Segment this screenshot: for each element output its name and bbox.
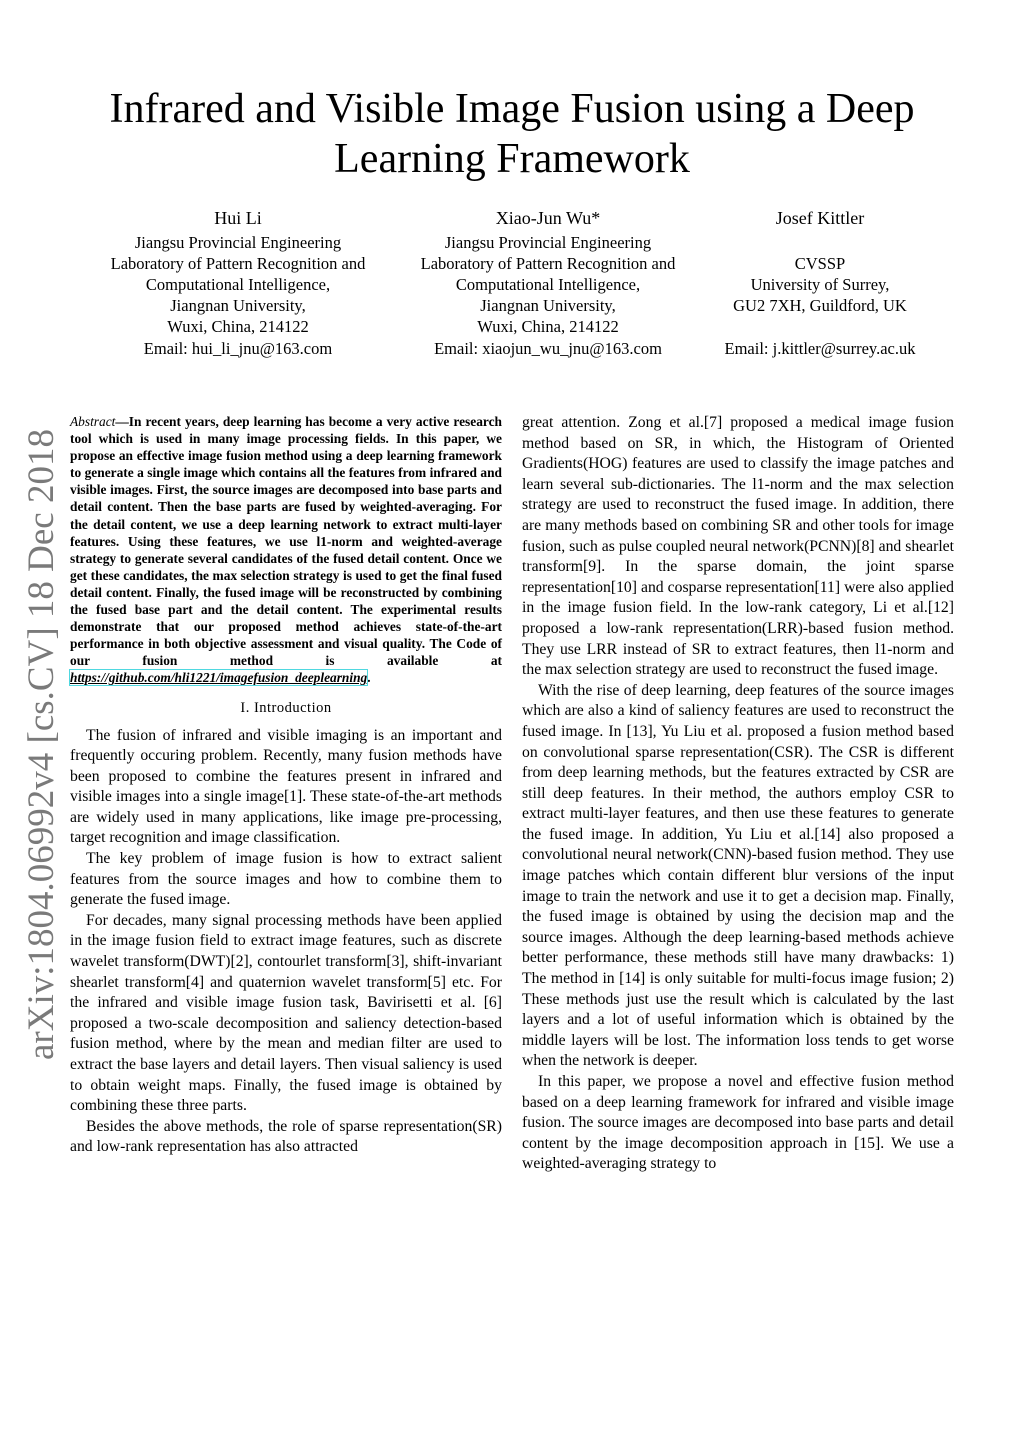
body-paragraph: great attention. Zong et al.[7] proposed a medical image fusion method based on SR, in which, the Histogram of Oriented Gradients(HOG) features are used to classify the image patches and learn several sub-dictionaries. The l1-norm and the max selection strategy are used to reconstruct the fused image. In addition, there are many methods based on combining SR and other tools for image fusion, such as pulse coupled neural network(PCNN)[8] and shearlet transform[9]. In the sparse domain, the joint sparse representation[10] and cosparse representation[11] were also applied in the image fusion field. In the low-rank category, Li et al.[12] proposed a low-rank representation(LRR)-based fusion method. They use LRR instead of SR to extract features, then l1-norm and the max selection strategy are used to reconstruct the fused image. — [522, 414, 954, 679]
paper-title: Infrared and Visible Image Fusion using a Deep Learning Framework — [109, 86, 915, 182]
author-affiliation-line: Laboratory of Pattern Recognition and — [420, 254, 676, 273]
abstract-text: —In recent years, deep learning has become a very active research tool which is used in many image processing fields. In this paper, we propose an effective image fusion method using a deep learning framework to generate a single image which contains all the features from infrared and visible images. First, the source images are decomposed into base parts and detail content. Then the base parts are fused by weighted-averaging. For the detail content, we use a deep learning network to extract multi-layer features. Using these features, we use l1-norm and weighted-average strategy to generate several candidates of the fused detail content. Once we get these candidates, the max selection strategy is used to get the final fused detail content. Finally, the fused image will be reconstructed by combining the fused base part and the detail content. The experimental results demonstrate that our proposed method achieves state-of-the-art performance in both objective assessment and visual quality. The Code of our fusion method is available at — [70, 414, 502, 669]
author-affiliation-line: Computational Intelligence, — [455, 275, 641, 294]
author-affiliation-line: Computational Intelligence, — [145, 275, 331, 294]
author-email: Email: xiaojun_wu_jnu@163.com — [434, 339, 662, 358]
author-affiliation-line: Wuxi, China, 214122 — [477, 317, 619, 336]
abstract: Abstract—In recent years, deep learning has become a very active research tool which is used in many image processing fields. In this paper, we propose an effective image fusion method using a deep learning framework to generate a single image which contains all the features from infrared and visible images. First, the source images are decomposed into base parts and detail content. Then the base parts are fused by weighted-averaging. For the detail content, we use a deep learning network to extract multi-layer features. Using these features, we use l1-norm and weighted-average strategy to generate several candidates of the fused detail content. Once we get these candidates, the max selection strategy is used to get the final fused detail content. Finally, the fused image will be reconstructed by combining the fused base part and the detail content. The experimental results demonstrate that our proposed method achieves state-of-the-art performance in both objective assessment and visual quality. The Code of our fusion method is available at https://github.com/hli1221/imagefusion_deeplearning. — [70, 414, 502, 686]
author-affiliation-line: CVSSP — [794, 254, 846, 273]
abstract-label: Abstract — [70, 414, 116, 429]
author-email: Email: j.kittler@surrey.ac.uk — [724, 339, 916, 358]
body-paragraph: For decades, many signal processing methods have been applied in the image fusion field to extract image features, such as discrete wavelet transform(DWT)[2], contourlet transform[3], shift-invariant shearlet transform[4] and quaternion wavelet transform[5] etc. For the infrared and visible image fusion task, Bavirisetti et al. [6] proposed a two-scale decomposition and saliency detection-based fusion method, where by the mean and median filter are used to extract the base layers and detail layers. Then visual saliency is used to obtain weight maps. Finally, the fused image is obtained by combining these three parts. — [70, 911, 502, 1115]
author-name: Josef Kittler — [775, 208, 865, 228]
author-affiliation-line: GU2 7XH, Guildford, UK — [733, 296, 907, 315]
body-paragraph: Besides the above methods, the role of sparse representation(SR) and low-rank representation has also attracted — [70, 1117, 502, 1156]
body-paragraph: In this paper, we propose a novel and effective fusion method based on a deep learning framework for infrared and visible image fusion. The source images are decomposed into base parts and detail content by the image decomposition approach in [15]. We use a weighted-averaging strategy to — [522, 1073, 954, 1173]
author-block — [398, 206, 698, 359]
author-affiliation-line: Jiangnan University, — [480, 296, 616, 315]
author-affiliation-line: Jiangsu Provincial Engineering — [444, 233, 652, 252]
author-affiliation-line: Jiangnan University, — [170, 296, 306, 315]
body-paragraph: The key problem of image fusion is how to extract salient features from the source images and how to combine them to generate the fused image. — [70, 850, 502, 909]
author-affiliation-line: Jiangsu Provincial Engineering — [134, 233, 342, 252]
author-name: Hui Li — [214, 208, 262, 228]
section-heading: I. Introduction — [240, 699, 332, 716]
body-paragraph: The fusion of infrared and visible imaging is an important and frequently occuring problem. Recently, many fusion methods have been proposed to combine the features present in infrared and visible images into a single image[1]. These state-of-the-art methods are widely used in many applications, like image pre-processing, target recognition and image classification. — [70, 726, 502, 847]
author-affiliation-line: University of Surrey, — [750, 275, 890, 294]
body-paragraph: With the rise of deep learning, deep features of the source images which are also a kind of saliency features are used to reconstruct the fused image. In [13], Yu Liu et al. proposed a fusion method based on convolutional sparse representation(CSR). The CSR is different from deep learning methods, but the features extracted by CSR are still deep features. In their method, the authors employ CSR to extract multi-layer features, and then use these features to generate the fused image. In addition, Yu Liu et al.[14] also proposed a convolutional neural network(CNN)-based fusion method. They use image patches which contain different blur versions of the input image to train the network and use it to get a decision map. Finally, the fused image is obtained by using the decision map and the source images. Although the deep learning-based methods achieve better performance, these methods still have many drawbacks: 1) The method in [14] is only suitable for multi-focus image fusion; 2) These methods just use the result which is calculated by the last layers and a lot of useful information which is obtained by the middle layers will be lost. The information loss tends to get worse when the network is deeper. — [522, 681, 954, 1070]
author-email: Email: hui_li_jnu@163.com — [143, 339, 333, 358]
author-name: Xiao-Jun Wu* — [495, 208, 601, 228]
right-column — [522, 413, 954, 1175]
author-affiliation-line: Wuxi, China, 214122 — [167, 317, 309, 336]
author-affiliation-line: Laboratory of Pattern Recognition and — [110, 254, 366, 273]
author-block — [700, 206, 940, 359]
author-block — [88, 206, 388, 359]
left-column — [70, 413, 502, 1158]
code-link[interactable]: https://github.com/hli1221/imagefusion_deeplearning — [70, 670, 368, 686]
arxiv-stamp: arXiv:1804.06992v4 [cs.CV] 18 Dec 2018 — [21, 429, 62, 1060]
